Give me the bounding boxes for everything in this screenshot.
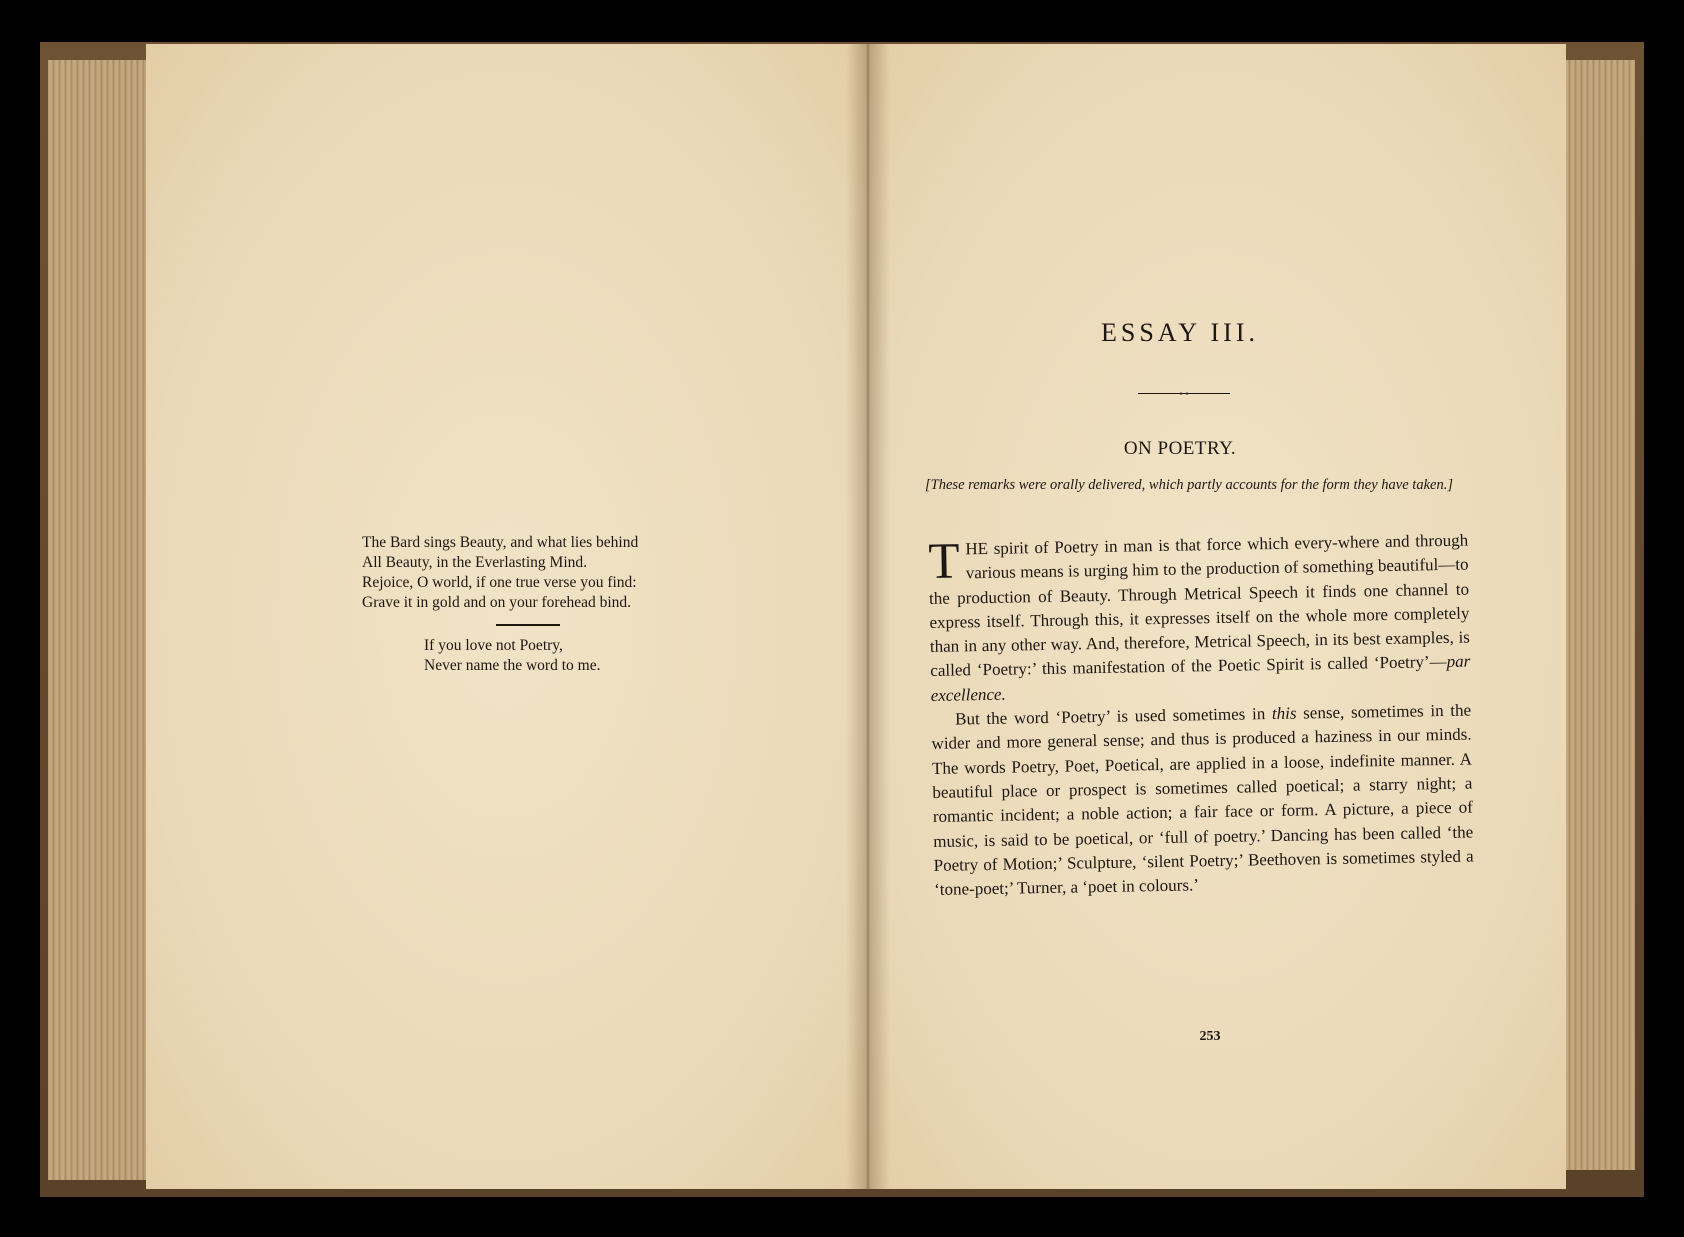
verse-line: The Bard sings Beauty, and what lies behind — [362, 534, 639, 551]
page-edges-left — [48, 60, 158, 1180]
drop-cap: T — [927, 533, 961, 590]
paragraph-2 — [931, 699, 1474, 903]
essay-subtitle: ON POETRY. — [1123, 438, 1237, 459]
couplet-line: If you love not Poetry, — [424, 637, 563, 654]
left-page — [146, 44, 866, 1189]
paragraph-1 — [928, 529, 1471, 708]
paragraph-2-start: But the word ‘Poetry’ is used sometimes in — [954, 704, 1273, 729]
title-ornament-rule — [1138, 392, 1230, 395]
verse-line: Rejoice, O world, if one true verse you find: — [362, 574, 637, 591]
essay-title: ESSAY III. — [1101, 318, 1259, 347]
italic-phrase: par excellence. — [930, 652, 1471, 705]
page-number: 253 — [1199, 1029, 1221, 1044]
verse-divider — [496, 624, 560, 626]
couplet-line: Never name the word to me. — [424, 657, 601, 674]
italic-word: this — [1271, 703, 1297, 724]
paragraph-1-text: HE spirit of Poetry in man is that force which every-where and through various means is urging him to the production of something beautiful—to the production of Beauty. Through Metrical Speech it finds one channel to express itself. Through this, it expresses itself on the whole more completely than in any other way. And, therefore, Metrical Speech, in its best examples, is called ‘Poetry:’ this manifestation of the Poetic Spirit is called ‘Poetry’— — [928, 530, 1470, 681]
verse-line: All Beauty, in the Everlasting Mind. — [362, 554, 587, 571]
bracketed-note: [These remarks were orally delivered, which partly accounts for the form they have taken.] — [925, 477, 1453, 493]
essay-body — [928, 529, 1474, 903]
verse-stanza — [362, 533, 722, 613]
book-gutter — [846, 44, 890, 1189]
verse-line: Grave it in gold and on your forehead bind. — [362, 594, 632, 611]
paragraph-2-text: sense, sometimes in the wider and more general sense; and thus is produced a haziness in our minds. The words Poetry, Poet, Poetical, are applied in a loose, indefinite manner. A beautiful place or prospect is sometimes called poetical; a starry night; a romantic incident; a noble action; a fair face or form. A picture, a piece of music, is said to be poetical, or ‘full of poetry.’ Dancing has been called ‘the Poetry of Motion;’ Sculpture, ‘silent Poetry;’ Beethoven is sometimes styled a ‘tone-poet;’ Turner, a ‘poet in colours.’ — [931, 700, 1474, 900]
couplet — [424, 636, 684, 676]
